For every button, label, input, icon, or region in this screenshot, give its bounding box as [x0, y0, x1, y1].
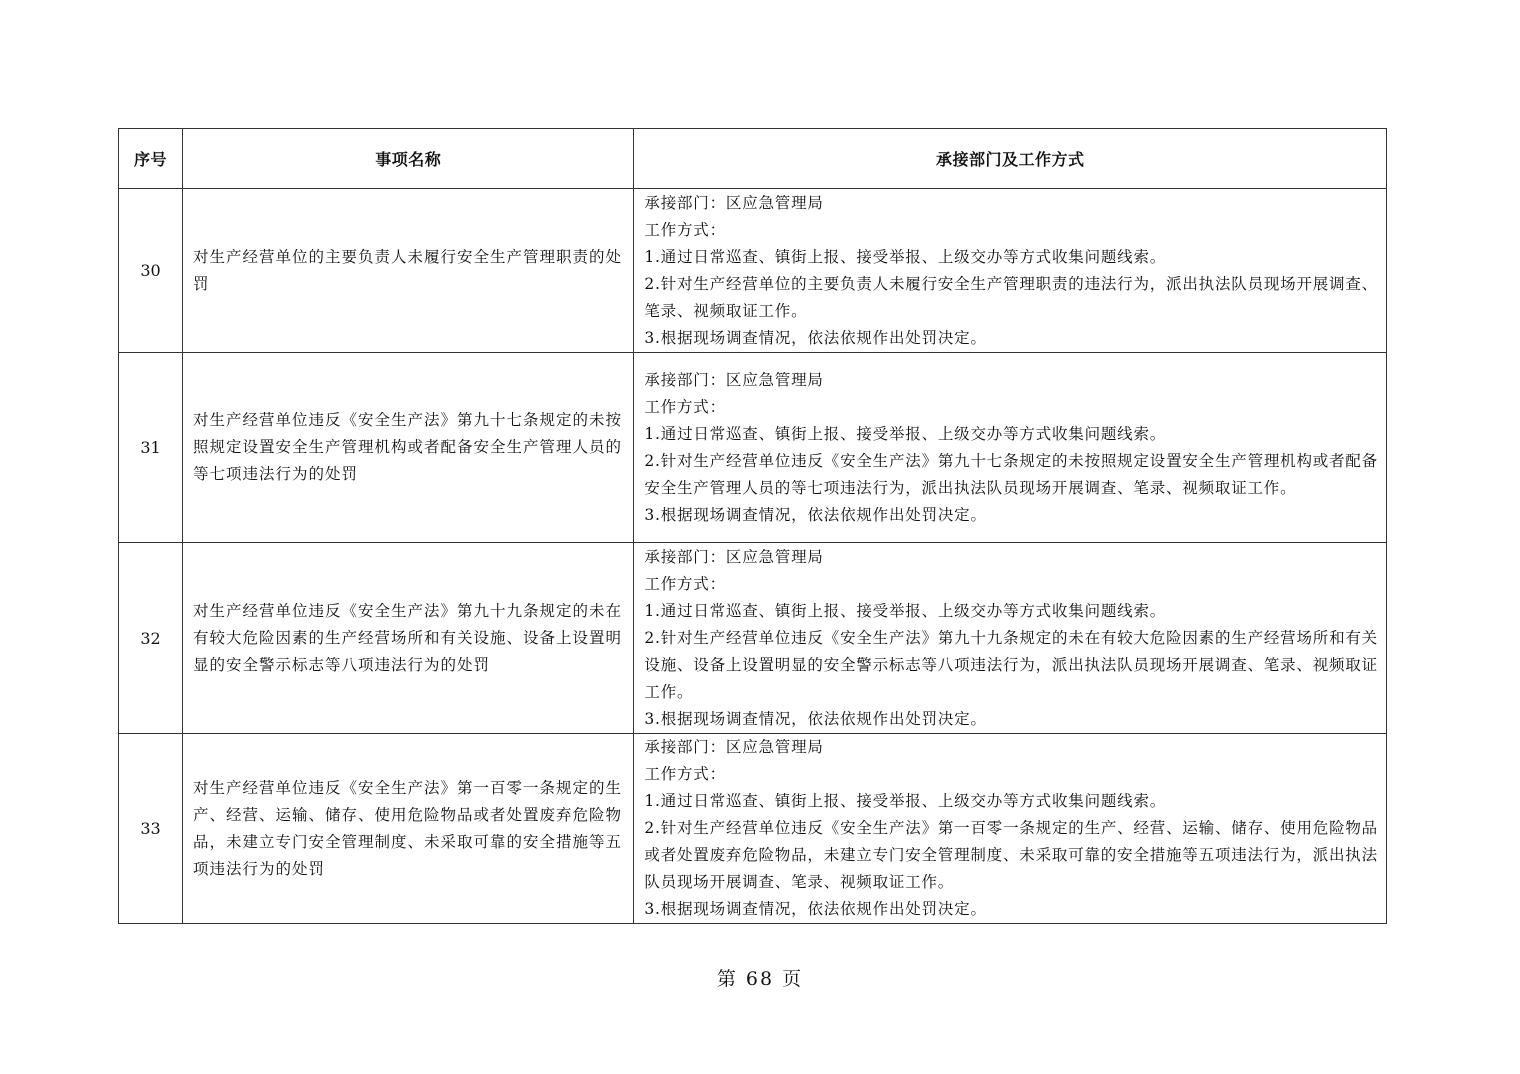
items-table	[118, 128, 1387, 924]
table-header-row	[119, 129, 1387, 189]
row-item-name: 对生产经营单位违反《安全生产法》第一百零一条规定的生产、经营、运输、储存、使用危险物品或者处置废弃危险物品，未建立专门安全管理制度、未采取可靠的安全措施等五项违法行为的处罚	[183, 734, 634, 924]
row-department-method	[634, 353, 1387, 543]
dept-line-step-1: 1.通过日常巡查、镇街上报、接受举报、上级交办等方式收集问题线索。	[644, 247, 1167, 266]
dept-line-department: 承接部门：区应急管理局	[644, 370, 824, 389]
dept-line-step-3: 3.根据现场调查情况，依法依规作出处罚决定。	[644, 505, 987, 524]
dept-line-method-label: 工作方式：	[644, 397, 726, 416]
table-row	[119, 734, 1387, 924]
dept-line-step-2: 2.针对生产经营单位违反《安全生产法》第一百零一条规定的生产、经营、运输、储存、使用危险物品或者处置废弃危险物品，未建立专门安全管理制度、未采取可靠的安全措施等五项违法行为，派出执法队员现场开展调查、笔录、视频取证工作。	[644, 819, 1378, 891]
dept-line-step-3: 3.根据现场调查情况，依法依规作出处罚决定。	[644, 900, 987, 918]
row-department-method	[634, 734, 1387, 924]
table-row	[119, 353, 1387, 543]
row-number: 30	[119, 189, 183, 353]
table-row	[119, 543, 1387, 734]
row-item-name: 对生产经营单位违反《安全生产法》第九十七条规定的未按照规定设置安全生产管理机构或者配备安全生产管理人员的等七项违法行为的处罚	[183, 353, 634, 543]
dept-line-department: 承接部门：区应急管理局	[644, 193, 824, 212]
table-row	[119, 189, 1387, 353]
dept-line-step-1: 1.通过日常巡查、镇街上报、接受举报、上级交办等方式收集问题线索。	[644, 424, 1167, 443]
dept-line-method-label: 工作方式：	[644, 220, 726, 239]
header-item-name: 事项名称	[183, 129, 634, 189]
dept-line-method-label: 工作方式：	[644, 574, 726, 593]
dept-line-step-3: 3.根据现场调查情况，依法依规作出处罚决定。	[644, 328, 987, 347]
page-number: 第 68 页	[716, 968, 804, 990]
dept-line-department: 承接部门：区应急管理局	[644, 738, 824, 756]
dept-line-step-3: 3.根据现场调查情况，依法依规作出处罚决定。	[644, 709, 987, 728]
row-item-name: 对生产经营单位的主要负责人未履行安全生产管理职责的处罚	[183, 189, 634, 353]
row-department-method	[634, 543, 1387, 734]
header-serial-number: 序号	[119, 129, 183, 189]
dept-line-step-2: 2.针对生产经营单位违反《安全生产法》第九十九条规定的未在有较大危险因素的生产经营场所和有关设施、设备上设置明显的安全警示标志等八项违法行为，派出执法队员现场开展调查、笔录、视频取证工作。	[644, 628, 1378, 701]
header-department-method: 承接部门及工作方式	[634, 129, 1387, 189]
dept-line-method-label: 工作方式：	[644, 765, 726, 783]
dept-line-step-2: 2.针对生产经营单位的主要负责人未履行安全生产管理职责的违法行为，派出执法队员现场开展调查、笔录、视频取证工作。	[644, 274, 1378, 320]
row-item-name: 对生产经营单位违反《安全生产法》第九十九条规定的未在有较大危险因素的生产经营场所和有关设施、设备上设置明显的安全警示标志等八项违法行为的处罚	[183, 543, 634, 734]
row-number: 31	[119, 353, 183, 543]
dept-line-step-2: 2.针对生产经营单位违反《安全生产法》第九十七条规定的未按照规定设置安全生产管理机构或者配备安全生产管理人员的等七项违法行为，派出执法队员现场开展调查、笔录、视频取证工作。	[644, 451, 1378, 497]
row-number: 33	[119, 734, 183, 924]
row-number: 32	[119, 543, 183, 734]
dept-line-department: 承接部门：区应急管理局	[644, 547, 824, 566]
dept-line-step-1: 1.通过日常巡查、镇街上报、接受举报、上级交办等方式收集问题线索。	[644, 601, 1167, 620]
row-department-method	[634, 189, 1387, 353]
dept-line-step-1: 1.通过日常巡查、镇街上报、接受举报、上级交办等方式收集问题线索。	[644, 792, 1167, 810]
